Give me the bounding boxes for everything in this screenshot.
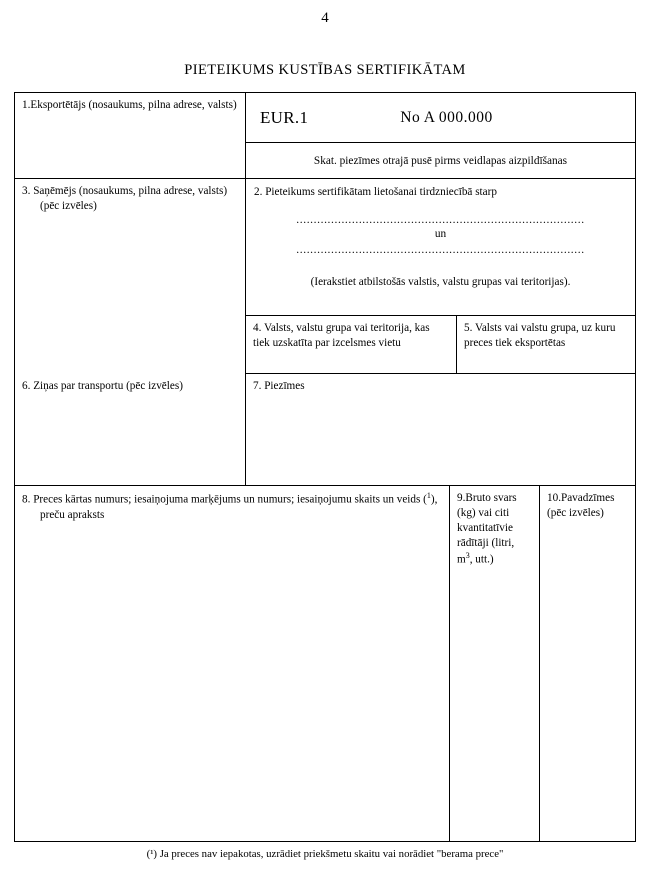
field-exporter-label: 1.Eksportētājs (nosaukums, pilna adrese, valsts) [22, 99, 237, 111]
field-transport-details-label: 6. Ziņas par transportu (pēc izvēles) [22, 380, 183, 392]
field-application-label: 2. Pieteikums sertifikātam lietošanai tirdzniecībā starp [254, 186, 497, 198]
page-number: 4 [321, 10, 329, 26]
field-consignee[interactable] [15, 179, 245, 374]
form-top-section [15, 93, 635, 374]
field-exporter[interactable] [15, 93, 245, 179]
eur1-serial-number: No A 000.000 [400, 108, 493, 126]
field-consignee-label: 3. Saņēmējs (nosaukums, pilna adrese, valsts) [22, 185, 228, 197]
field-remarks[interactable] [246, 374, 635, 485]
form-instruction-note: Skat. piezīmes otrajā pusē pirms veidlapas aizpildīšanas [246, 143, 635, 179]
field-gross-weight-label-line3: kvantitatīvie [457, 522, 513, 535]
field-remarks-label: 7. Piezīmes [253, 380, 305, 392]
field-application-dots-2[interactable]: ................................................................................... [296, 244, 585, 257]
field-application-conjunction: un [434, 228, 447, 241]
form-footnote: (¹) Ja preces nav iepakotas, uzrādiet priekšmetu skaitu vai norādiet "berama prece" [146, 848, 504, 860]
form-goods-row [15, 486, 635, 841]
page-title: PIETEIKUMS KUSTĪBAS SERTIFIKĀTAM [184, 62, 466, 78]
field-goods-description[interactable] [15, 486, 450, 841]
field-invoices-label-line2: (pēc izvēles) [547, 507, 604, 520]
field-gross-weight-label-line2: (kg) vai citi [457, 507, 510, 520]
field-gross-weight-unit-post: , utt.) [469, 554, 494, 567]
field-goods-description-label-part1: 8. Preces kārtas numurs; iesaiņojuma marķējums un numurs; iesaiņojumu skaits un veids ( [22, 493, 427, 506]
field-gross-weight-unit-pre: m [457, 554, 466, 567]
field-application-hint: (Ierakstiet atbilstošās valstis, valstu grupas vai teritorijas). [310, 276, 571, 289]
eur1-header [246, 93, 635, 143]
field-application-dots-1[interactable]: ................................................................................... [296, 214, 585, 227]
field-gross-weight-label-line1: 9.Bruto svars [457, 492, 517, 504]
eur1-form [14, 92, 636, 842]
field-invoices[interactable] [540, 486, 635, 841]
eur1-code: EUR.1 [260, 107, 309, 127]
field-gross-weight-label-line4: rādītāji (litri, [457, 537, 515, 550]
form-right-column [246, 93, 635, 374]
form-transport-remarks-row [15, 374, 635, 486]
form-left-column [15, 93, 246, 374]
field-goods-description-label-part2: ), [430, 493, 438, 506]
field-gross-weight-unit-sup: 3 [465, 551, 470, 561]
field-country-of-origin-label: 4. Valsts, valstu grupa vai teritorija, kas tiek uzskatīta par izcelsmes vietu [253, 322, 430, 350]
field-invoices-label-line1: 10.Pavadzīmes [547, 492, 615, 504]
field-gross-weight[interactable] [450, 486, 540, 841]
field-transport-details[interactable] [15, 374, 246, 485]
form-origin-destination-row [246, 316, 635, 374]
field-goods-description-label-line2: preču apraksts [40, 508, 105, 521]
field-goods-description-label-sup: 1 [426, 491, 431, 500]
field-country-of-destination-label: 5. Valsts vai valstu grupa, uz kuru preces tiek eksportētas [464, 322, 616, 350]
field-country-of-origin[interactable] [246, 316, 457, 373]
field-country-of-destination[interactable] [457, 316, 635, 373]
field-goods-description-label [22, 491, 442, 508]
field-consignee-label-line2: (pēc izvēles) [40, 200, 97, 213]
field-application-between[interactable] [246, 179, 635, 316]
field-gross-weight-label-line5 [457, 551, 532, 568]
